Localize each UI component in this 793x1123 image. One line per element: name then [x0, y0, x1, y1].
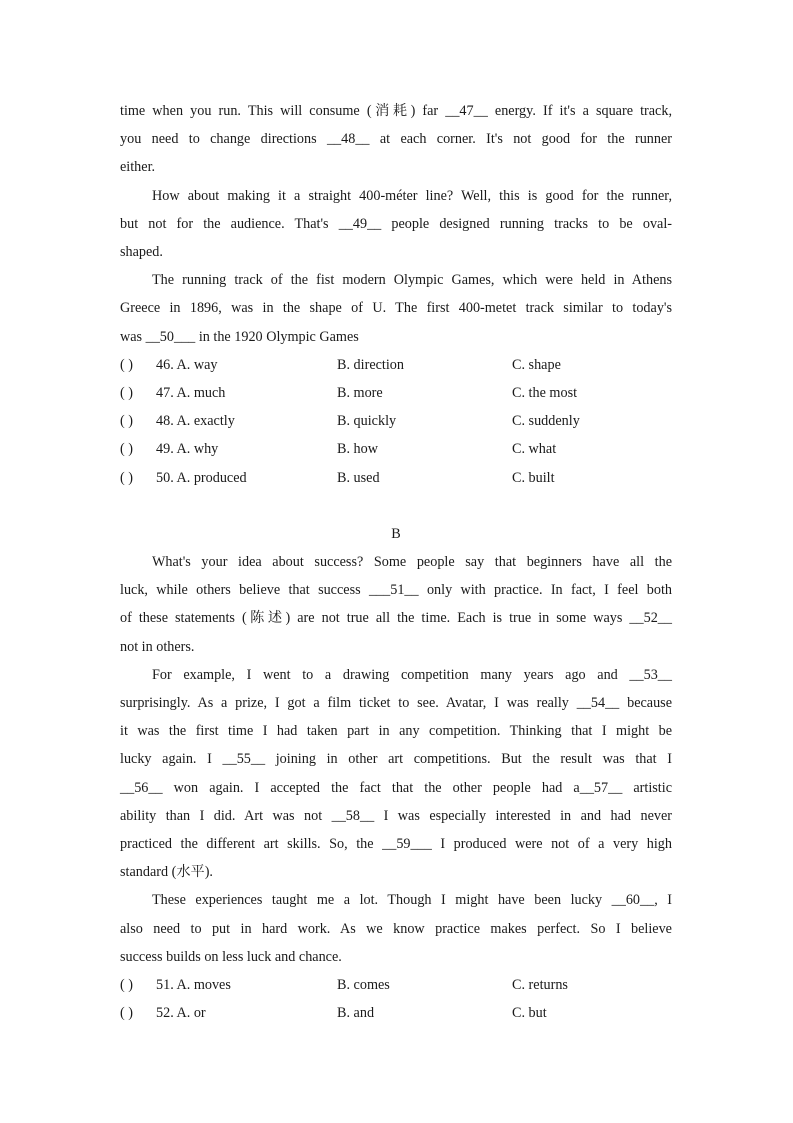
question-row — [120, 351, 672, 379]
option-c: C. shape — [512, 356, 561, 373]
option-a: 50. A. produced — [156, 469, 247, 486]
text-line: How about making it a straight 400-méter line? Well, this is good for the runner, — [152, 187, 672, 204]
option-c: C. returns — [512, 977, 568, 993]
option-c: C. built — [512, 469, 555, 486]
option-a: 51. A. moves — [156, 977, 231, 993]
text-line: The running track of the fist modern Olympic Games, which were held in Athens — [152, 272, 672, 289]
text-line: also need to put in hard work. As we know practice makes perfect. So I believe — [120, 920, 672, 937]
section-spacer — [120, 492, 672, 520]
text-line: success builds on less luck and chance. — [120, 948, 342, 965]
text-line: standard (水平). — [120, 864, 213, 881]
text-line: practiced the different art skills. So, the __59___ I produced were not of a very high — [120, 835, 672, 852]
option-a: 49. A. why — [156, 441, 219, 458]
answer-blank: ( ) — [120, 356, 133, 373]
passage-a-paragraph-2 — [120, 182, 672, 267]
exam-content — [120, 97, 672, 1027]
text-line: time when you run. This will consume (消耗) far __47__ energy. If it's a square track, — [120, 103, 672, 119]
section-heading: B — [391, 525, 401, 542]
option-c: C. the most — [512, 385, 578, 402]
option-a: 46. A. way — [156, 356, 218, 373]
answer-blank: ( ) — [120, 385, 133, 402]
text-line: lucky again. I __55__ joining in other art competitions. But the result was that I — [120, 751, 672, 768]
option-b: B. comes — [337, 977, 390, 993]
option-a: 52. A. or — [156, 1005, 206, 1022]
option-c: C. suddenly — [512, 413, 580, 430]
text-line: but not for the audience. That's __49__ people designed running tracks to be oval- — [120, 215, 672, 232]
option-a: 48. A. exactly — [156, 413, 235, 430]
passage-b-questions — [120, 971, 672, 1027]
answer-blank: ( ) — [120, 413, 133, 430]
question-row — [120, 999, 672, 1027]
question-row — [120, 464, 672, 492]
text-line: luck, while others believe that success ___51__ only with practice. In fact, I feel both — [120, 582, 672, 599]
text-line: was __50___ in the 1920 Olympic Games — [120, 328, 359, 345]
text-line: you need to change directions __48__ at each corner. It's not good for the runner — [120, 131, 672, 148]
question-row — [120, 971, 672, 999]
question-row — [120, 407, 672, 435]
passage-b-paragraph-1 — [120, 548, 672, 661]
text-line: not in others. — [120, 638, 195, 655]
answer-blank: ( ) — [120, 977, 133, 993]
passage-b-paragraph-3 — [120, 886, 672, 971]
option-b: B. used — [337, 469, 380, 486]
option-b: B. more — [337, 385, 383, 402]
text-line: surprisingly. As a prize, I got a film ticket to see. Avatar, I was really __54__ because — [120, 694, 672, 711]
question-row — [120, 435, 672, 463]
text-line: shaped. — [120, 244, 163, 261]
option-c: C. but — [512, 1005, 547, 1022]
text-line: For example, I went to a drawing competition many years ago and __53__ — [152, 666, 672, 683]
passage-b-paragraph-2 — [120, 661, 672, 887]
answer-blank: ( ) — [120, 1005, 133, 1022]
option-b: B. how — [337, 441, 378, 458]
passage-a-paragraph-3 — [120, 266, 672, 351]
answer-blank: ( ) — [120, 469, 133, 486]
text-line: These experiences taught me a lot. Though I might have been lucky __60__, I — [152, 892, 672, 909]
text-line: Greece in 1896, was in the shape of U. The first 400-metet track similar to today's — [120, 300, 672, 317]
passage-a-questions — [120, 351, 672, 492]
text-line: __56__ won again. I accepted the fact that the other people had a__57__ artistic — [120, 779, 672, 796]
option-b: B. quickly — [337, 413, 397, 430]
text-line: ability than I did. Art was not __58__ I was especially interested in and had never — [120, 807, 672, 824]
option-a: 47. A. much — [156, 385, 226, 402]
option-c: C. what — [512, 441, 557, 458]
text-line: either. — [120, 159, 156, 176]
option-b: B. direction — [337, 356, 404, 373]
answer-blank: ( ) — [120, 441, 133, 458]
option-b: B. and — [337, 1005, 375, 1022]
question-row — [120, 379, 672, 407]
text-line: it was the first time I had taken part in any competition. Thinking that I might be — [120, 723, 672, 740]
passage-a-paragraph-1 — [120, 97, 672, 182]
text-line: What's your idea about success? Some people say that beginners have all the — [152, 553, 672, 570]
text-line: of these statements (陈述) are not true all the time. Each is true in some ways __52__ — [120, 610, 672, 627]
